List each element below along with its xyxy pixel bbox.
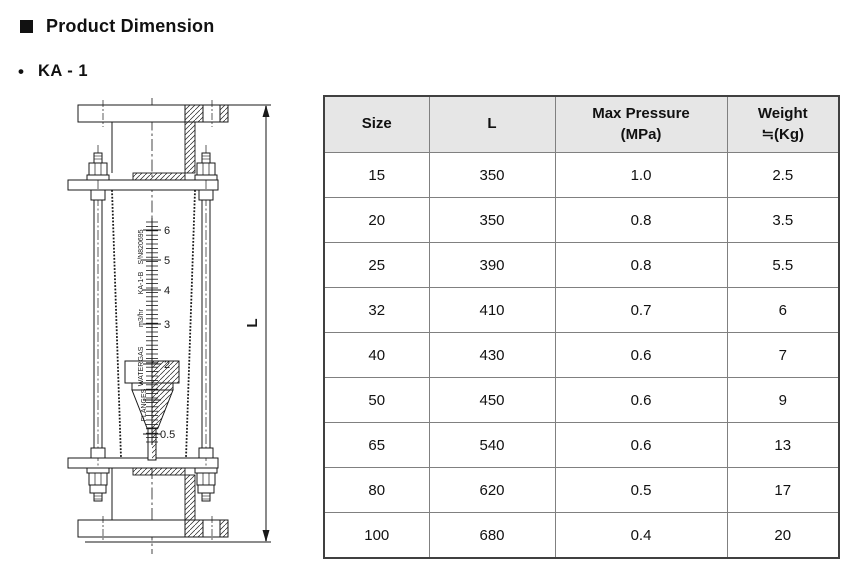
table-header-cell: Weight ≒(Kg) — [727, 96, 839, 153]
table-cell: 0.6 — [555, 423, 727, 468]
table-cell: 20 — [727, 513, 839, 559]
flanges-label: FLANGES — [141, 388, 148, 422]
table-cell: 0.7 — [555, 288, 727, 333]
table-cell: 80 — [324, 468, 429, 513]
rotameter-technical-drawing — [55, 90, 305, 570]
table-cell: 65 — [324, 423, 429, 468]
serial-label: S/N820695 — [138, 229, 145, 265]
table-cell: 0.6 — [555, 378, 727, 423]
water-label: WATER — [138, 361, 145, 387]
table-cell: 0.8 — [555, 243, 727, 288]
bottom-flange — [78, 516, 271, 542]
tie-rod-left — [87, 145, 109, 502]
table-cell: 0.5 — [555, 468, 727, 513]
spec-table — [323, 95, 840, 559]
table-header-row — [324, 96, 839, 153]
table-cell: 2.5 — [727, 153, 839, 198]
scale-value: 6 — [164, 225, 171, 237]
round-bullet-icon: • — [18, 62, 24, 81]
table-cell: 5.5 — [727, 243, 839, 288]
top-neck — [112, 122, 195, 180]
table-row — [324, 288, 839, 333]
table-cell: 20 — [324, 198, 429, 243]
model-label: KA-1-B — [138, 271, 145, 295]
table-row — [324, 423, 839, 468]
table-cell: 100 — [324, 513, 429, 559]
tie-rod-right — [195, 145, 217, 502]
table-header-cell: Max Pressure (MPa) — [555, 96, 727, 153]
table-cell: 3.5 — [727, 198, 839, 243]
top-flange — [78, 100, 228, 127]
table-cell: 430 — [429, 333, 555, 378]
table-header-cell: Size — [324, 96, 429, 153]
table-row — [324, 243, 839, 288]
table-cell: 40 — [324, 333, 429, 378]
scale-value: 4 — [164, 285, 171, 297]
table-cell: 9 — [727, 378, 839, 423]
table-cell: 540 — [429, 423, 555, 468]
table-cell: 32 — [324, 288, 429, 333]
table-cell: 0.6 — [555, 333, 727, 378]
table-cell: 390 — [429, 243, 555, 288]
table-cell: 1.0 — [555, 153, 727, 198]
lower-plate — [68, 458, 218, 468]
scale-value: 0.5 — [160, 429, 176, 441]
table-row — [324, 198, 839, 243]
table-cell: 6 — [727, 288, 839, 333]
upper-plate — [68, 180, 218, 190]
model-name: KA - 1 — [37, 62, 89, 80]
table-cell: 7 — [727, 333, 839, 378]
table-cell: 15 — [324, 153, 429, 198]
table-cell: 0.8 — [555, 198, 727, 243]
table-header-cell: L — [429, 96, 555, 153]
table-cell: 17 — [727, 468, 839, 513]
page-title: Product Dimension — [46, 16, 215, 36]
table-cell: 13 — [727, 423, 839, 468]
square-bullet-icon — [20, 20, 33, 33]
section-heading — [20, 16, 214, 37]
scale-value: 5 — [164, 255, 171, 267]
unit-label: m3/hr — [138, 309, 145, 327]
dim-label: L — [244, 318, 261, 328]
table-cell: 350 — [429, 198, 555, 243]
model-heading — [18, 62, 88, 81]
lower-seat — [133, 468, 185, 475]
table-cell: 50 — [324, 378, 429, 423]
table-row — [324, 378, 839, 423]
table-row — [324, 333, 839, 378]
table-cell: 410 — [429, 288, 555, 333]
table-row — [324, 513, 839, 559]
table-cell: 25 — [324, 243, 429, 288]
bottom-neck — [112, 468, 195, 520]
table-row — [324, 468, 839, 513]
table-cell: 680 — [429, 513, 555, 559]
table-cell: 450 — [429, 378, 555, 423]
table-cell: 0.4 — [555, 513, 727, 559]
gas-label: GAS — [138, 346, 145, 362]
table-row — [324, 153, 839, 198]
scale-value: 2 — [164, 359, 171, 371]
table-cell: 620 — [429, 468, 555, 513]
table-cell: 350 — [429, 153, 555, 198]
scale-value: 3 — [164, 319, 171, 331]
